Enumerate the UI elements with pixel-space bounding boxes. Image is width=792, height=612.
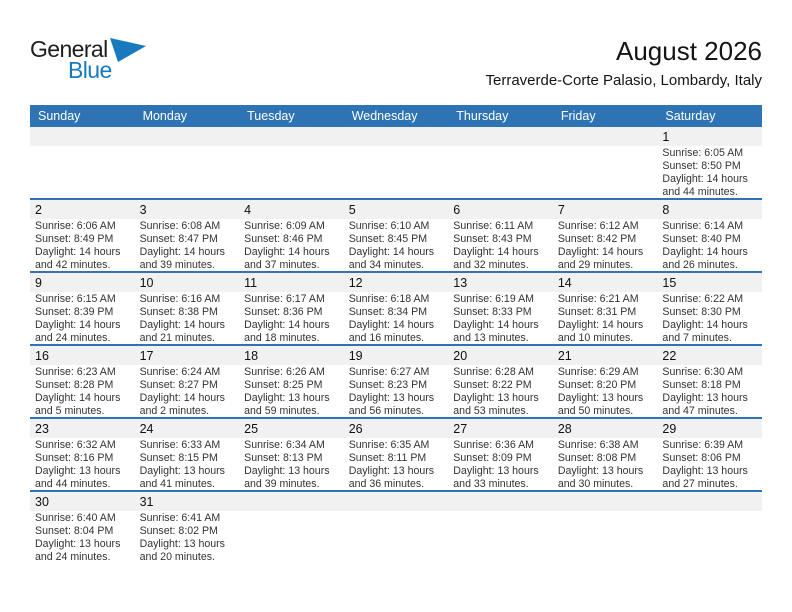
day-details — [344, 219, 449, 271]
day-number: 23 — [30, 419, 135, 438]
day-details — [657, 219, 762, 271]
week-row — [30, 271, 762, 344]
week-row — [30, 490, 762, 563]
sunrise-text: Sunrise: 6:32 AM — [35, 439, 116, 451]
sunset-text: Sunset: 8:49 PM — [35, 233, 114, 245]
day-cell — [553, 346, 658, 417]
day-cell — [344, 273, 449, 344]
day-cell — [135, 419, 240, 490]
day-number: 7 — [553, 200, 658, 219]
day-details — [344, 146, 449, 198]
day-details — [344, 292, 449, 344]
day-details — [239, 438, 344, 490]
day-number — [657, 492, 762, 511]
empty-cell — [344, 127, 449, 198]
daylight-minutes-text: and 24 minutes. — [35, 551, 111, 563]
sunset-text: Sunset: 8:18 PM — [662, 379, 741, 391]
daylight-minutes-text: and 33 minutes. — [453, 478, 529, 490]
sunset-text: Sunset: 8:20 PM — [557, 379, 637, 391]
sunset-text: Sunset: 8:11 PM — [348, 452, 427, 464]
day-cell — [448, 346, 553, 417]
sunrise-text: Sunrise: 6:12 AM — [557, 220, 639, 232]
sunrise-text: Sunrise: 6:17 AM — [244, 293, 325, 305]
weekday-header-tuesday: Tuesday — [247, 109, 295, 123]
daylight-minutes-text: and 24 minutes. — [35, 332, 111, 344]
sunset-text: Sunset: 8:31 PM — [557, 306, 637, 318]
day-details — [553, 146, 658, 198]
day-cell — [657, 346, 762, 417]
day-number — [553, 492, 658, 511]
daylight-hours-text: Daylight: 13 hours — [453, 465, 539, 477]
sunset-text: Sunset: 8:28 PM — [35, 379, 114, 391]
sunrise-text: Sunrise: 6:23 AM — [35, 366, 116, 378]
day-number: 29 — [657, 419, 762, 438]
day-number: 11 — [239, 273, 344, 292]
daylight-hours-text: Daylight: 14 hours — [139, 392, 225, 404]
daylight-hours-text: Daylight: 14 hours — [557, 246, 644, 258]
empty-cell — [553, 127, 658, 198]
day-number — [344, 127, 449, 146]
daylight-minutes-text: and 7 minutes. — [662, 332, 732, 344]
day-number: 8 — [657, 200, 762, 219]
weekday-header-thursday: Thursday — [456, 109, 509, 123]
calendar — [30, 105, 762, 563]
daylight-minutes-text: and 20 minutes. — [139, 551, 215, 563]
day-details — [448, 365, 553, 417]
empty-cell — [344, 492, 449, 563]
sunrise-text: Sunrise: 6:30 AM — [662, 366, 744, 378]
day-cell — [553, 273, 658, 344]
day-details — [135, 511, 240, 563]
sunrise-text: Sunrise: 6:40 AM — [35, 512, 116, 524]
sunset-text: Sunset: 8:38 PM — [139, 306, 218, 318]
title-block — [485, 36, 762, 90]
sunset-text: Sunset: 8:22 PM — [453, 379, 532, 391]
day-details — [448, 438, 553, 490]
day-details — [657, 146, 762, 198]
day-details — [30, 292, 135, 344]
day-cell — [657, 200, 762, 271]
sunset-text: Sunset: 8:08 PM — [557, 452, 637, 464]
sunset-text: Sunset: 8:45 PM — [348, 233, 428, 245]
daylight-hours-text: Daylight: 14 hours — [35, 319, 121, 331]
day-details — [553, 365, 658, 417]
daylight-minutes-text: and 26 minutes. — [662, 259, 738, 271]
day-cell — [135, 492, 240, 563]
day-cell — [239, 273, 344, 344]
weekday-header-friday: Friday — [560, 109, 596, 123]
daylight-hours-text: Daylight: 13 hours — [453, 392, 539, 404]
day-cell — [135, 273, 240, 344]
daylight-minutes-text: and 21 minutes. — [139, 332, 215, 344]
daylight-hours-text: Daylight: 14 hours — [557, 319, 644, 331]
day-number: 17 — [135, 346, 240, 365]
daylight-minutes-text: and 56 minutes. — [348, 405, 425, 417]
daylight-hours-text: Daylight: 14 hours — [453, 319, 539, 331]
day-details — [553, 438, 658, 490]
sunset-text: Sunset: 8:04 PM — [35, 525, 114, 537]
day-cell — [657, 127, 762, 198]
sunset-text: Sunset: 8:40 PM — [662, 233, 741, 245]
daylight-minutes-text: and 34 minutes. — [348, 259, 425, 271]
daylight-minutes-text: and 44 minutes. — [662, 186, 738, 198]
daylight-minutes-text: and 29 minutes. — [557, 259, 634, 271]
day-number: 4 — [239, 200, 344, 219]
sunset-text: Sunset: 8:50 PM — [662, 160, 741, 172]
day-cell — [30, 419, 135, 490]
daylight-hours-text: Daylight: 13 hours — [244, 392, 330, 404]
day-number — [239, 127, 344, 146]
sunrise-text: Sunrise: 6:33 AM — [139, 439, 221, 451]
sunrise-text: Sunrise: 6:18 AM — [348, 293, 430, 305]
day-details — [657, 365, 762, 417]
day-number: 9 — [30, 273, 135, 292]
daylight-hours-text: Daylight: 14 hours — [244, 246, 330, 258]
sunset-text: Sunset: 8:02 PM — [139, 525, 218, 537]
day-number: 1 — [657, 127, 762, 146]
daylight-hours-text: Daylight: 13 hours — [139, 465, 225, 477]
location-subtitle: Terraverde-Corte Palasio, Lombardy, Italy — [485, 72, 762, 89]
day-details — [30, 365, 135, 417]
daylight-hours-text: Daylight: 13 hours — [35, 538, 121, 550]
sunrise-text: Sunrise: 6:28 AM — [453, 366, 534, 378]
day-cell — [553, 419, 658, 490]
sunrise-text: Sunrise: 6:35 AM — [348, 439, 430, 451]
daylight-hours-text: Daylight: 13 hours — [35, 465, 121, 477]
day-number: 5 — [344, 200, 449, 219]
sunrise-text: Sunrise: 6:21 AM — [557, 293, 639, 305]
sunrise-text: Sunrise: 6:34 AM — [244, 439, 325, 451]
day-number: 15 — [657, 273, 762, 292]
sunrise-text: Sunrise: 6:22 AM — [662, 293, 744, 305]
daylight-minutes-text: and 44 minutes. — [35, 478, 111, 490]
day-cell — [30, 273, 135, 344]
day-number: 18 — [239, 346, 344, 365]
sunrise-text: Sunrise: 6:11 AM — [453, 220, 534, 232]
day-cell — [448, 200, 553, 271]
sunset-text: Sunset: 8:46 PM — [244, 233, 323, 245]
day-number: 31 — [135, 492, 240, 511]
sunset-text: Sunset: 8:06 PM — [662, 452, 741, 464]
page-title: August 2026 — [615, 36, 762, 66]
day-details — [657, 438, 762, 490]
day-details — [448, 219, 553, 271]
day-cell — [448, 273, 553, 344]
daylight-minutes-text: and 36 minutes. — [348, 478, 425, 490]
daylight-minutes-text: and 41 minutes. — [139, 478, 215, 490]
empty-cell — [135, 127, 240, 198]
daylight-hours-text: Daylight: 14 hours — [662, 173, 748, 185]
daylight-minutes-text: and 27 minutes. — [662, 478, 738, 490]
daylight-minutes-text: and 50 minutes. — [557, 405, 634, 417]
daylight-minutes-text: and 30 minutes. — [557, 478, 634, 490]
day-details — [239, 146, 344, 198]
day-number: 20 — [448, 346, 553, 365]
sunrise-text: Sunrise: 6:29 AM — [557, 366, 639, 378]
day-details — [30, 219, 135, 271]
day-cell — [30, 346, 135, 417]
weekday-header-saturday: Saturday — [665, 109, 716, 123]
sunset-text: Sunset: 8:27 PM — [139, 379, 218, 391]
day-number: 27 — [448, 419, 553, 438]
day-cell — [657, 273, 762, 344]
day-number: 6 — [448, 200, 553, 219]
day-number: 21 — [553, 346, 658, 365]
sunrise-text: Sunrise: 6:27 AM — [348, 366, 430, 378]
day-cell — [30, 492, 135, 563]
empty-cell — [30, 127, 135, 198]
daylight-minutes-text: and 59 minutes. — [244, 405, 320, 417]
day-number: 16 — [30, 346, 135, 365]
day-cell — [30, 200, 135, 271]
day-number: 22 — [657, 346, 762, 365]
day-details — [239, 292, 344, 344]
daylight-hours-text: Daylight: 13 hours — [139, 538, 225, 550]
sunset-text: Sunset: 8:15 PM — [139, 452, 218, 464]
day-number — [448, 127, 553, 146]
week-row — [30, 344, 762, 417]
sunset-text: Sunset: 8:34 PM — [348, 306, 428, 318]
sunrise-text: Sunrise: 6:41 AM — [139, 512, 221, 524]
day-cell — [553, 200, 658, 271]
daylight-minutes-text: and 13 minutes. — [453, 332, 529, 344]
day-number — [30, 127, 135, 146]
sunset-text: Sunset: 8:09 PM — [453, 452, 532, 464]
day-details — [239, 219, 344, 271]
day-details — [135, 292, 240, 344]
empty-cell — [448, 127, 553, 198]
day-number: 13 — [448, 273, 553, 292]
daylight-hours-text: Daylight: 14 hours — [348, 246, 435, 258]
daylight-hours-text: Daylight: 14 hours — [662, 246, 748, 258]
day-cell — [448, 419, 553, 490]
day-cell — [239, 346, 344, 417]
daylight-hours-text: Daylight: 14 hours — [139, 246, 225, 258]
day-number: 28 — [553, 419, 658, 438]
sunset-text: Sunset: 8:36 PM — [244, 306, 323, 318]
day-details — [553, 219, 658, 271]
daylight-hours-text: Daylight: 13 hours — [348, 392, 435, 404]
sunset-text: Sunset: 8:25 PM — [244, 379, 323, 391]
weekday-header-monday: Monday — [142, 109, 188, 123]
sunrise-text: Sunrise: 6:05 AM — [662, 147, 744, 159]
sunset-text: Sunset: 8:30 PM — [662, 306, 741, 318]
empty-cell — [239, 492, 344, 563]
day-details — [553, 511, 658, 563]
daylight-hours-text: Daylight: 14 hours — [35, 392, 121, 404]
daylight-hours-text: Daylight: 14 hours — [35, 246, 121, 258]
sunrise-text: Sunrise: 6:36 AM — [453, 439, 534, 451]
daylight-hours-text: Daylight: 14 hours — [244, 319, 330, 331]
sunset-text: Sunset: 8:42 PM — [557, 233, 637, 245]
daylight-hours-text: Daylight: 13 hours — [662, 392, 748, 404]
day-details — [344, 511, 449, 563]
weekday-header-sunday: Sunday — [38, 109, 81, 123]
sunrise-text: Sunrise: 6:10 AM — [348, 220, 430, 232]
daylight-hours-text: Daylight: 13 hours — [662, 465, 748, 477]
day-details — [657, 292, 762, 344]
daylight-minutes-text: and 18 minutes. — [244, 332, 320, 344]
day-cell — [135, 346, 240, 417]
daylight-hours-text: Daylight: 14 hours — [662, 319, 748, 331]
day-details — [553, 292, 658, 344]
daylight-hours-text: Daylight: 13 hours — [244, 465, 330, 477]
day-number — [553, 127, 658, 146]
week-row — [30, 417, 762, 490]
day-number — [239, 492, 344, 511]
day-details — [448, 511, 553, 563]
day-details — [135, 146, 240, 198]
empty-cell — [239, 127, 344, 198]
sunset-text: Sunset: 8:47 PM — [139, 233, 218, 245]
day-number: 26 — [344, 419, 449, 438]
sunrise-text: Sunrise: 6:26 AM — [244, 366, 325, 378]
daylight-minutes-text: and 39 minutes. — [139, 259, 215, 271]
day-number: 30 — [30, 492, 135, 511]
day-details — [344, 438, 449, 490]
daylight-hours-text: Daylight: 13 hours — [557, 392, 644, 404]
sunrise-text: Sunrise: 6:09 AM — [244, 220, 325, 232]
daylight-minutes-text: and 32 minutes. — [453, 259, 529, 271]
logo-text-general: General — [30, 36, 108, 62]
day-cell — [344, 419, 449, 490]
sunrise-text: Sunrise: 6:16 AM — [139, 293, 221, 305]
day-number: 12 — [344, 273, 449, 292]
sunrise-text: Sunrise: 6:15 AM — [35, 293, 116, 305]
weekday-row — [30, 105, 762, 127]
day-details — [344, 365, 449, 417]
sunset-text: Sunset: 8:43 PM — [453, 233, 532, 245]
sunrise-text: Sunrise: 6:14 AM — [662, 220, 744, 232]
daylight-hours-text: Daylight: 13 hours — [557, 465, 644, 477]
daylight-hours-text: Daylight: 14 hours — [348, 319, 435, 331]
day-number: 14 — [553, 273, 658, 292]
daylight-minutes-text: and 47 minutes. — [662, 405, 738, 417]
daylight-hours-text: Daylight: 14 hours — [139, 319, 225, 331]
day-number: 24 — [135, 419, 240, 438]
sunset-text: Sunset: 8:16 PM — [35, 452, 114, 464]
day-details — [135, 438, 240, 490]
day-details — [135, 365, 240, 417]
daylight-hours-text: Daylight: 14 hours — [453, 246, 539, 258]
day-cell — [344, 200, 449, 271]
day-details — [657, 511, 762, 563]
daylight-minutes-text: and 5 minutes. — [35, 405, 105, 417]
empty-cell — [553, 492, 658, 563]
sunrise-text: Sunrise: 6:39 AM — [662, 439, 744, 451]
sunset-text: Sunset: 8:39 PM — [35, 306, 114, 318]
day-cell — [239, 200, 344, 271]
day-details — [135, 219, 240, 271]
day-number — [448, 492, 553, 511]
daylight-minutes-text: and 2 minutes. — [139, 405, 210, 417]
day-details — [30, 438, 135, 490]
calendar-grid — [30, 127, 762, 563]
day-details — [30, 146, 135, 198]
day-details — [30, 511, 135, 563]
day-cell — [344, 346, 449, 417]
day-number: 3 — [135, 200, 240, 219]
day-cell — [657, 419, 762, 490]
sunrise-text: Sunrise: 6:08 AM — [139, 220, 221, 232]
daylight-minutes-text: and 10 minutes. — [557, 332, 634, 344]
empty-cell — [448, 492, 553, 563]
day-number: 2 — [30, 200, 135, 219]
day-details — [448, 146, 553, 198]
day-number — [135, 127, 240, 146]
daylight-minutes-text: and 42 minutes. — [35, 259, 111, 271]
sunset-text: Sunset: 8:23 PM — [348, 379, 428, 391]
day-details — [448, 292, 553, 344]
daylight-hours-text: Daylight: 13 hours — [348, 465, 435, 477]
daylight-minutes-text: and 53 minutes. — [453, 405, 529, 417]
sunrise-text: Sunrise: 6:38 AM — [557, 439, 639, 451]
daylight-minutes-text: and 37 minutes. — [244, 259, 320, 271]
daylight-minutes-text: and 39 minutes. — [244, 478, 320, 490]
sunrise-text: Sunrise: 6:24 AM — [139, 366, 221, 378]
blue-triangle-icon — [109, 37, 147, 63]
sunset-text: Sunset: 8:13 PM — [244, 452, 323, 464]
day-cell — [239, 419, 344, 490]
sunrise-text: Sunrise: 6:06 AM — [35, 220, 116, 232]
day-number: 10 — [135, 273, 240, 292]
day-number: 19 — [344, 346, 449, 365]
week-row — [30, 198, 762, 271]
day-details — [239, 511, 344, 563]
daylight-minutes-text: and 16 minutes. — [348, 332, 425, 344]
week-row — [30, 127, 762, 198]
day-details — [239, 365, 344, 417]
sunset-text: Sunset: 8:33 PM — [453, 306, 532, 318]
day-cell — [135, 200, 240, 271]
day-number: 25 — [239, 419, 344, 438]
day-number — [344, 492, 449, 511]
general-blue-logo — [30, 36, 170, 92]
weekday-header-wednesday: Wednesday — [351, 109, 418, 123]
empty-cell — [657, 492, 762, 563]
logo-text-blue: Blue — [68, 57, 112, 83]
page-header — [30, 36, 762, 92]
sunrise-text: Sunrise: 6:19 AM — [453, 293, 534, 305]
